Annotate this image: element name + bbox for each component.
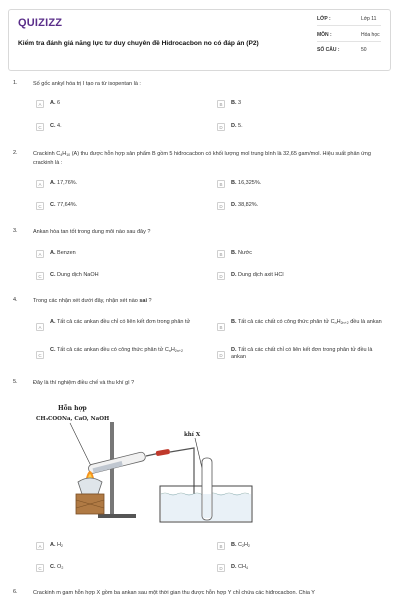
option-letter-box: D <box>217 564 225 572</box>
diagram-label-reagents: CH₃COONa, CaO, NaOH <box>36 416 110 422</box>
option-letter-box: D <box>217 351 225 359</box>
question-text: Số gốc ankyl hóa trị I tạo ra từ isopentan là : <box>33 81 141 87</box>
experiment-diagram <box>30 398 260 528</box>
option-letter-box: B <box>217 542 225 550</box>
meta-count-value: 50 <box>361 47 367 53</box>
option-letter-box: C <box>36 272 44 280</box>
meta-count-key: SỐ CÂU : <box>317 47 340 53</box>
question-number: 1. <box>13 80 18 86</box>
question-number: 2. <box>13 150 18 156</box>
option-letter-box: D <box>217 123 225 131</box>
option-letter-box: D <box>217 272 225 280</box>
quizizz-logo: QUIZIZZ <box>18 17 63 29</box>
option-letter-box: D <box>217 202 225 210</box>
option-letter-box: C <box>36 123 44 131</box>
option-letter-box: A <box>36 180 44 188</box>
meta-class-key: LỚP : <box>317 16 331 22</box>
meta-class-value: Lớp 11 <box>361 16 377 22</box>
option-letter-box: A <box>36 100 44 108</box>
diagram-label-mixture: Hỗn hợp <box>58 405 87 412</box>
option-letter-box: B <box>217 250 225 258</box>
diagram-label-gas: khí X <box>184 432 201 438</box>
option-letter-box: C <box>36 202 44 210</box>
question-number: 4. <box>13 297 18 303</box>
question-text: Trong các nhận xét dưới đây, nhận xét nào sai ? <box>33 298 152 304</box>
option-letter-box: A <box>36 250 44 258</box>
meta-divider <box>317 25 381 26</box>
rubber-connector <box>156 449 171 456</box>
option-letter-box: A <box>36 542 44 550</box>
option-letter-box: B <box>217 180 225 188</box>
question-text: Crackinh m gam hỗn hợp X gồm ba ankan sau một thời gian thu được hỗn hợp Y chỉ chứa các hiđrocacbon. Chia Y <box>33 590 315 596</box>
worksheet-page: QUIZIZZ Kiểm tra đánh giá năng lực tư duy chuyên đề Hidrocacbon no có đáp án (P2) LỚP : Lớp 11 MÔN : Hóa học SỐ CÂU : 50 1. Số gốc ankyl hóa trị I tạo ra từ isopentan là : A A. 6 B B. 3 C C. 4. D D. 5. 2. Crackinh $C_4H_{10}$ (A) thu được hỗn hợp sản phẩm B gồm 5 hiđrocacbon có khối lượng mol trung bình là 32,65 gam/mol. Hiệu suất phản ứng crackinh là : A A. 17,76%. B B. 16,325%. C C. 77,64%. D D. 38,82%. 3. Ankan hòa tan tốt trong dung môi nào sau đây ? A A. Benzen B B. Nước C C. Dung dịch NaOH D D. Dung dịch axit HCl 4. Trong các nhận xét dưới đây, nhận xét nào sai ? A A. Tất cả các ankan đều chỉ có liên kết đơn trong phân tử B B. Tất cả các chất có công thức phân tử $C_nH_{2n+2}$ đều là ankan C C. Tất cả các ankan đều có công thức phân tử $C_nH_{2n+2}$ D D. Tất cả các chất chỉ có liên kết đơn trong phân tử đều là ankan 5. Đây là thí nghiệm điều chế và thu khí gì ? Hỗn hợp CH₃COONa, CaO, NaOH khí X A A. $H_2$ B B. $C_2H_2$ C C. $O_2$ D D. $CH_4$ 6. Crackinh m gam hỗn hợp X gồm ba ankan sau một thời gian thu được hỗn hợp Y chỉ chứa các hiđrocacbon. Chia Y <box>0 0 400 600</box>
question-text: Ankan hòa tan tốt trong dung môi nào sau đây ? <box>33 229 151 235</box>
alcohol-lamp <box>78 478 102 494</box>
option-letter-box: C <box>36 351 44 359</box>
question-number: 6. <box>13 589 18 595</box>
meta-subject-value: Hóa học <box>361 32 380 38</box>
question-text: Đây là thí nghiệm điều chế và thu khí gì ? <box>33 380 135 386</box>
option-letter-box: B <box>217 323 225 331</box>
question-number: 3. <box>13 228 18 234</box>
option-letter-box: A <box>36 323 44 331</box>
meta-subject-key: MÔN : <box>317 32 332 38</box>
option-letter-box: C <box>36 564 44 572</box>
option-letter-box: B <box>217 100 225 108</box>
meta-divider <box>317 41 381 42</box>
worksheet-header <box>8 9 391 71</box>
question-text: Crackinh $C_4H_{10}$ (A) thu được hỗn hợp sản phẩm B gồm 5 hiđrocacbon có khối lượng mol trung bình là 32,65 gam/mol. Hiệu suất phản ứng crackinh là : <box>33 151 371 166</box>
question-number: 5. <box>13 379 18 385</box>
pointer-line <box>70 423 92 468</box>
page-title: Kiểm tra đánh giá năng lực tư duy chuyên đề Hidrocacbon no có đáp án (P2) <box>18 40 259 47</box>
stand-base <box>98 514 136 518</box>
